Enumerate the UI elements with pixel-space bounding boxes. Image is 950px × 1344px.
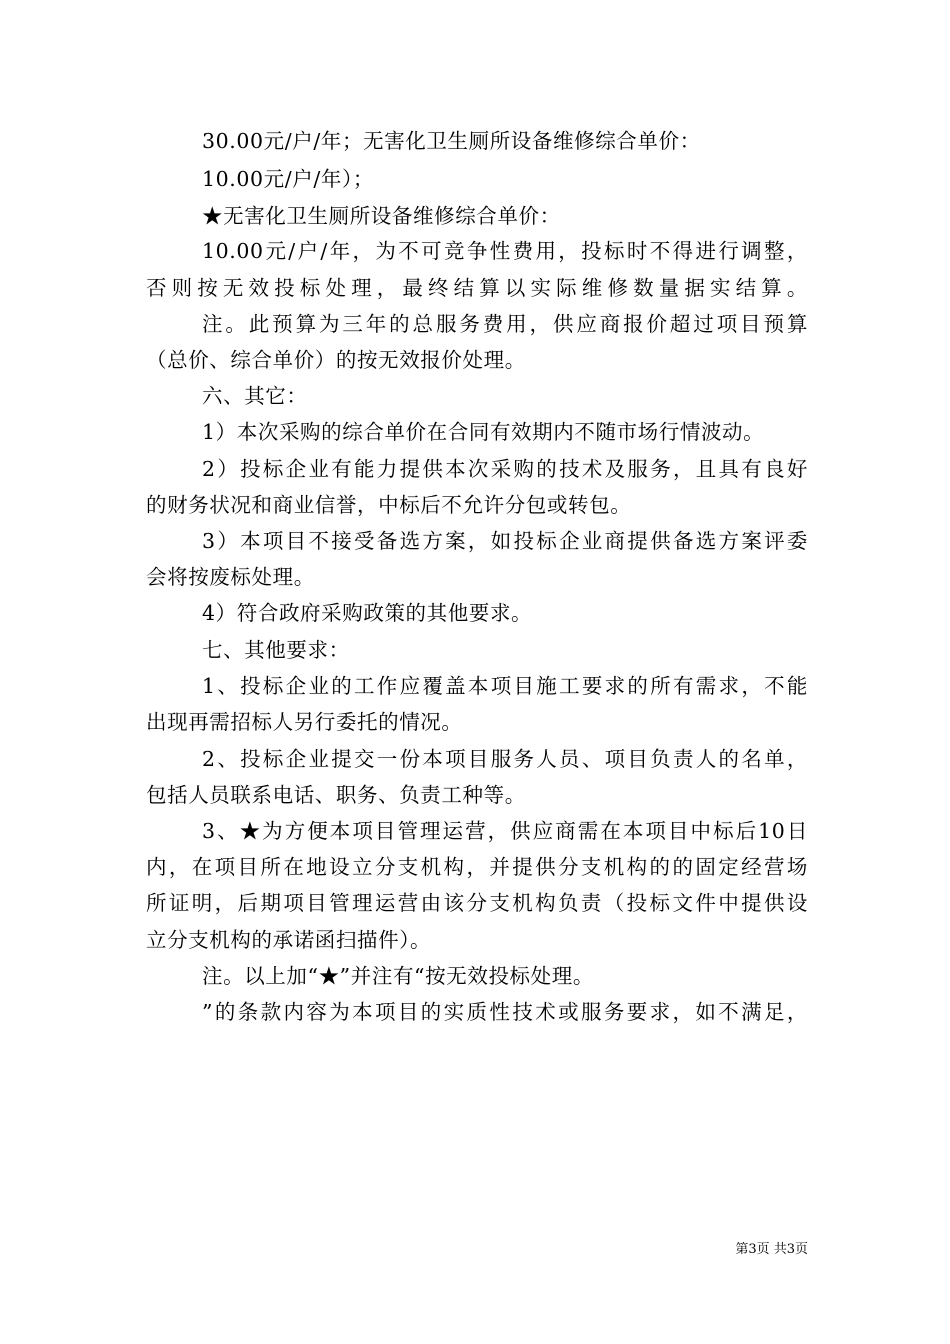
section-heading: 七、其他要求：	[202, 638, 350, 662]
body-line: 包括人员联系电话、职务、负责工种等。	[146, 783, 526, 807]
body-line: 10.00元/户/年）；	[202, 167, 374, 191]
body-line: 10.00元/户/年，为不可竞争性费用，投标时不得进行调整，	[202, 239, 808, 263]
body-line: ★无害化卫生厕所设备维修综合单价：	[202, 204, 561, 228]
note-line: 注。以上加“★”并注有“按无效投标处理。	[202, 964, 594, 988]
body-line: 注。此预算为三年的总服务费用，供应商报价超过项目预算	[202, 312, 808, 336]
note-line: ”的条款内容为本项目的实质性技术或服务要求，如不满足，	[202, 1000, 808, 1024]
body-line: 的财务状况和商业信誉，中标后不允许分包或转包。	[146, 493, 632, 517]
list-item: 3）本项目不接受备选方案，如投标企业商提供备选方案评委	[202, 529, 808, 553]
body-line: 30.00元/户/年；无害化卫生厕所设备维修综合单价：	[202, 129, 701, 153]
body-line: （总价、综合单价）的按无效报价处理。	[146, 348, 526, 372]
list-item: 2）投标企业有能力提供本次采购的技术及服务，且具有良好	[202, 457, 808, 481]
list-item: 2、投标企业提交一份本项目服务人员、项目负责人的名单，	[202, 747, 808, 771]
body-line: 否则按无效投标处理，最终结算以实际维修数量据实结算。	[146, 276, 808, 300]
list-item: 3、★为方便本项目管理运营，供应商需在本项目中标后10日	[202, 819, 808, 843]
body-line: 出现再需招标人另行委托的情况。	[146, 710, 463, 734]
body-line: 内，在项目所在地设立分支机构，并提供分支机构的的固定经营场	[146, 855, 808, 879]
body-line: 立分支机构的承诺函扫描件）。	[146, 928, 432, 952]
body-line: 会将按废标处理。	[146, 565, 315, 589]
section-heading: 六、其它：	[202, 384, 308, 408]
list-item: 1）本次采购的综合单价在合同有效期内不随市场行情波动。	[202, 420, 765, 444]
list-item: 1、投标企业的工作应覆盖本项目施工要求的所有需求，不能	[202, 674, 808, 698]
page-number: 第3页 共3页	[735, 1242, 808, 1257]
body-line: 所证明，后期项目管理运营由该分支机构负责（投标文件中提供设	[146, 891, 808, 915]
list-item: 4）符合政府采购政策的其他要求。	[202, 601, 533, 625]
